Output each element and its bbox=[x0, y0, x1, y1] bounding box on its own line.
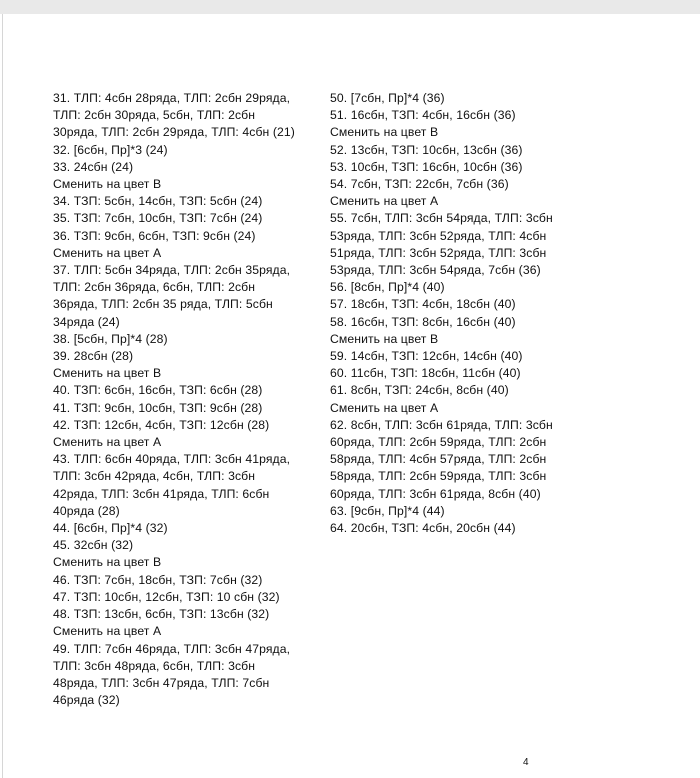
pattern-row-line: ТЛП: 3сбн 42ряда, 4сбн, ТЛП: 3сбн bbox=[53, 469, 256, 484]
pattern-row-line: 56. [8сбн, Пр]*4 (40) bbox=[330, 280, 445, 295]
pattern-row-line: Сменить на цвет А bbox=[53, 435, 162, 450]
pattern-row-line: 40. ТЗП: 6сбн, 16сбн, ТЗП: 6сбн (28) bbox=[53, 383, 263, 398]
pattern-row-line: 36ряда, ТЛП: 2сбн 35 ряда, ТЛП: 5сбн bbox=[53, 297, 273, 312]
pattern-row-line: 60ряда, ТЛП: 3сбн 61ряда, 8сбн (40) bbox=[330, 486, 541, 501]
pattern-row-line: 42ряда, ТЛП: 3сбн 41ряда, ТЛП: 6сбн bbox=[53, 486, 270, 501]
pattern-row-line: 43. ТЛП: 6сбн 40ряда, ТЛП: 3сбн 41ряда, bbox=[53, 452, 291, 467]
pattern-row-line: 37. ТЛП: 5сбн 34ряда, ТЛП: 2сбн 35ряда, bbox=[53, 263, 291, 278]
pattern-row-line: 33. 24сбн (24) bbox=[53, 159, 134, 174]
pattern-row-line: ТЛП: 3сбн 48ряда, 6сбн, ТЛП: 3сбн bbox=[53, 658, 256, 673]
pattern-row-line: 36. ТЗП: 9сбн, 6сбн, ТЗП: 9сбн (24) bbox=[53, 228, 256, 243]
pattern-row-line: Сменить на цвет А bbox=[53, 245, 162, 260]
pattern-row-line: Сменить на цвет В bbox=[330, 331, 439, 346]
page-number: 4 bbox=[523, 757, 529, 768]
pattern-row-line: 61. 8сбн, ТЗП: 24сбн, 8сбн (40) bbox=[330, 383, 509, 398]
pattern-row-line: 48ряда, ТЛП: 3сбн 47ряда, ТЛП: 7сбн bbox=[53, 675, 270, 690]
pattern-row-line: 44. [6сбн, Пр]*4 (32) bbox=[53, 521, 168, 536]
pattern-row-line: Сменить на цвет А bbox=[330, 194, 439, 209]
pattern-row-line: 41. ТЗП: 9сбн, 10сбн, ТЗП: 9сбн (28) bbox=[53, 400, 263, 415]
pattern-row-line: 38. [5сбн, Пр]*4 (28) bbox=[53, 331, 168, 346]
pattern-row-line: 63. [9сбн, Пр]*4 (44) bbox=[330, 503, 445, 518]
pattern-row-line: 35. ТЗП: 7сбн, 10сбн, ТЗП: 7сбн (24) bbox=[53, 211, 263, 226]
pattern-row-line: 47. ТЗП: 10сбн, 12сбн, ТЗП: 10 сбн (32) bbox=[53, 589, 280, 604]
document-page bbox=[2, 14, 700, 778]
pattern-row-line: Сменить на цвет А bbox=[330, 400, 439, 415]
pattern-row-line: 46. ТЗП: 7сбн, 18сбн, ТЗП: 7сбн (32) bbox=[53, 572, 263, 587]
pattern-row-line: Сменить на цвет В bbox=[330, 125, 439, 140]
pattern-row-line: 50. [7сбн, Пр]*4 (36) bbox=[330, 91, 445, 105]
pattern-row-line: Сменить на цвет В bbox=[53, 177, 162, 192]
pattern-row-line: 52. 13сбн, ТЗП: 10сбн, 13сбн (36) bbox=[330, 142, 523, 157]
pattern-row-line: ТЛП: 2сбн 36ряда, 6сбн, ТЛП: 2сбн bbox=[53, 280, 256, 295]
pattern-row-line: 55. 7сбн, ТЛП: 3сбн 54ряда, ТЛП: 3сбн bbox=[330, 211, 553, 226]
pattern-row-line: 48. ТЗП: 13сбн, 6сбн, ТЗП: 13сбн (32) bbox=[53, 607, 270, 622]
pattern-row-line: 58ряда, ТЛП: 4сбн 57ряда, ТЛП: 2сбн bbox=[330, 452, 547, 467]
pattern-row-line: 31. ТЛП: 4сбн 28ряда, ТЛП: 2сбн 29ряда, bbox=[53, 91, 291, 105]
pattern-row-line: 34ряда (24) bbox=[53, 314, 120, 329]
pattern-row-line: 58ряда, ТЛП: 2сбн 59ряда, ТЛП: 3сбн bbox=[330, 469, 547, 484]
pattern-row-line: 60. 11сбн, ТЗП: 18сбн, 11сбн (40) bbox=[330, 366, 521, 381]
pattern-row-line: Сменить на цвет В bbox=[53, 366, 162, 381]
pattern-row-line: 42. ТЗП: 12сбн, 4сбн, ТЗП: 12сбн (28) bbox=[53, 417, 270, 432]
viewer-top-bar bbox=[0, 0, 700, 14]
pattern-row-line: Сменить на цвет В bbox=[53, 555, 162, 570]
pattern-row-line: 53. 10сбн, ТЗП: 16сбн, 10сбн (36) bbox=[330, 159, 523, 174]
pattern-row-line: 59. 14сбн, ТЗП: 12сбн, 14сбн (40) bbox=[330, 349, 523, 364]
pattern-row-line: 58. 16сбн, ТЗП: 8сбн, 16сбн (40) bbox=[330, 314, 516, 329]
pattern-row-line: 53ряда, ТЛП: 3сбн 52ряда, ТЛП: 4сбн bbox=[330, 228, 547, 243]
pattern-row-line: 40ряда (28) bbox=[53, 503, 120, 518]
pattern-row-line: 51ряда, ТЛП: 3сбн 52ряда, ТЛП: 3сбн bbox=[330, 245, 547, 260]
left-column bbox=[53, 90, 323, 709]
pattern-row-line: 51. 16сбн, ТЗП: 4сбн, 16сбн (36) bbox=[330, 108, 516, 123]
pattern-row-line: 46ряда (32) bbox=[53, 693, 120, 708]
pattern-row-line: 45. 32сбн (32) bbox=[53, 538, 134, 553]
pattern-row-line: 32. [6сбн, Пр]*3 (24) bbox=[53, 142, 168, 157]
pattern-row-line: 30ряда, ТЛП: 2сбн 29ряда, ТЛП: 4сбн (21) bbox=[53, 125, 295, 140]
pattern-row-line: ТЛП: 2сбн 30ряда, 5сбн, ТЛП: 2сбн bbox=[53, 108, 256, 123]
pattern-row-line: 53ряда, ТЛП: 3сбн 54ряда, 7сбн (36) bbox=[330, 263, 541, 278]
pattern-row-line: 54. 7сбн, ТЗП: 22сбн, 7сбн (36) bbox=[330, 177, 509, 192]
pattern-row-line: 39. 28сбн (28) bbox=[53, 349, 134, 364]
pattern-row-line: 64. 20сбн, ТЗП: 4сбн, 20сбн (44) bbox=[330, 521, 516, 536]
pattern-row-line: 34. ТЗП: 5сбн, 14сбн, ТЗП: 5сбн (24) bbox=[53, 194, 263, 209]
pattern-row-line: 62. 8сбн, ТЛП: 3сбн 61ряда, ТЛП: 3сбн bbox=[330, 417, 553, 432]
pattern-row-line: 57. 18сбн, ТЗП: 4сбн, 18сбн (40) bbox=[330, 297, 516, 312]
right-column bbox=[330, 90, 600, 537]
pattern-row-line: Сменить на цвет А bbox=[53, 624, 162, 639]
pattern-row-line: 49. ТЛП: 7сбн 46ряда, ТЛП: 3сбн 47ряда, bbox=[53, 641, 291, 656]
pattern-row-line: 60ряда, ТЛП: 2сбн 59ряда, ТЛП: 2сбн bbox=[330, 435, 547, 450]
